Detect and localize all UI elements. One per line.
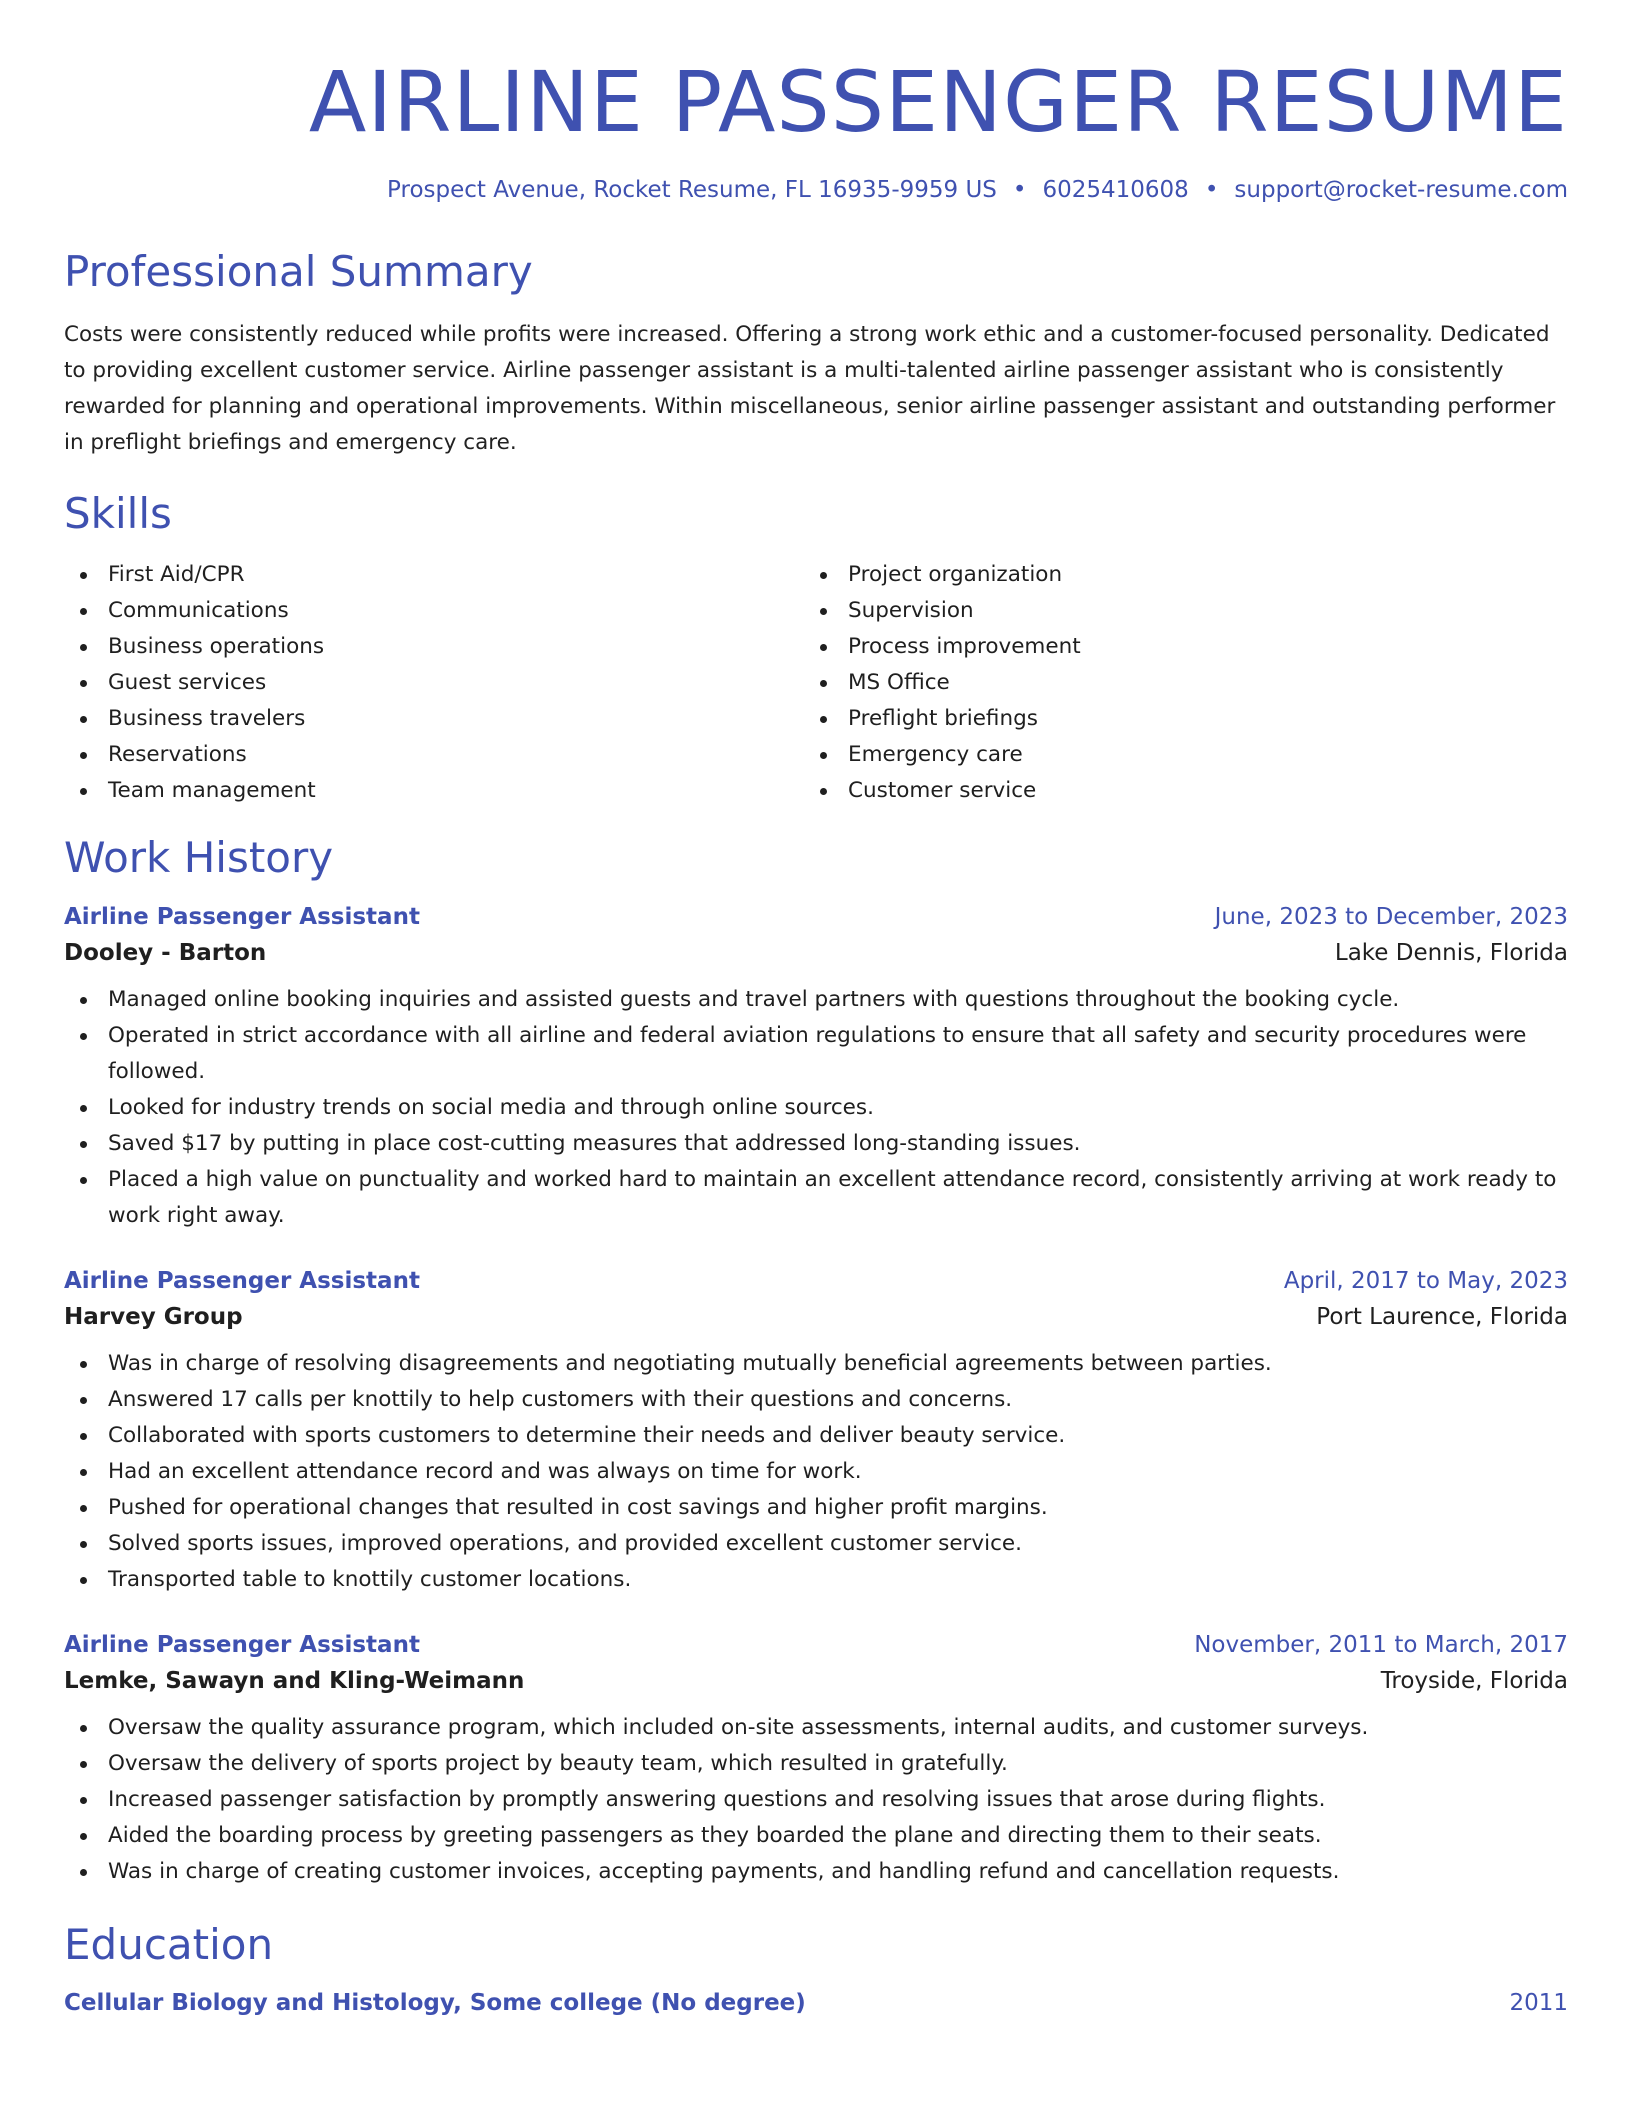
- job-header: [64, 1268, 1568, 1294]
- contact-phone: 6025410608: [1042, 176, 1189, 203]
- contact-line: [64, 177, 1568, 203]
- job-subheader: [64, 1668, 1568, 1694]
- skills-column-right: [804, 557, 1544, 809]
- job-header: [64, 1632, 1568, 1658]
- skill-item: Business travelers: [64, 701, 804, 737]
- job-location: Lake Dennis, Florida: [1334, 939, 1568, 966]
- skill-item: Business operations: [64, 629, 804, 665]
- job-bullet: Was in charge of resolving disagreements and negotiating mutually beneficial agreements between parties.: [64, 1346, 1568, 1382]
- job-entry: [64, 1632, 1568, 1890]
- education-entry: [64, 1990, 1568, 2016]
- skill-item: Process improvement: [804, 629, 1544, 665]
- skill-item: Project organization: [804, 557, 1544, 593]
- job-location: Troyside, Florida: [1380, 1667, 1568, 1694]
- job-bullet: Had an excellent attendance record and was always on time for work.: [64, 1454, 1568, 1490]
- job-bullet: Collaborated with sports customers to determine their needs and deliver beauty service.: [64, 1418, 1568, 1454]
- section-title-summary: Professional Summary: [64, 246, 533, 296]
- job-dates: June, 2023 to December, 2023: [1214, 903, 1568, 930]
- job-company: Lemke, Sawayn and Kling-Weimann: [64, 1667, 525, 1694]
- skill-item: Emergency care: [804, 737, 1544, 773]
- skill-item: Team management: [64, 773, 804, 809]
- job-bullet: Managed online booking inquiries and assisted guests and travel partners with questions throughout the booking cycle.: [64, 982, 1568, 1018]
- job-bullet: Increased passenger satisfaction by promptly answering questions and resolving issues that arose during flights.: [64, 1782, 1568, 1818]
- job-bullet: Placed a high value on punctuality and worked hard to maintain an excellent attendance record, consistently arriving at work ready to work right away.: [64, 1162, 1568, 1234]
- skill-item: MS Office: [804, 665, 1544, 701]
- job-header: [64, 904, 1568, 930]
- contact-address: Prospect Avenue, Rocket Resume, FL 16935-9959 US: [387, 176, 997, 203]
- job-title: Airline Passenger Assistant: [64, 1267, 420, 1294]
- skills-column-left: [64, 557, 804, 809]
- skill-item: Guest services: [64, 665, 804, 701]
- skill-item: Communications: [64, 593, 804, 629]
- job-company: Harvey Group: [64, 1303, 243, 1330]
- contact-separator: •: [1012, 176, 1027, 203]
- job-title: Airline Passenger Assistant: [64, 1631, 420, 1658]
- job-bullets: [64, 1346, 1568, 1598]
- skill-item: Customer service: [804, 773, 1544, 809]
- resume-title: AIRLINE PASSENGER RESUME: [308, 53, 1568, 151]
- education-degree: Cellular Biology and Histology, Some college (No degree): [64, 1990, 806, 2017]
- job-subheader: [64, 1304, 1568, 1330]
- job-bullet: Solved sports issues, improved operations, and provided excellent customer service.: [64, 1526, 1568, 1562]
- job-subheader: [64, 940, 1568, 966]
- skill-item: Reservations: [64, 737, 804, 773]
- contact-email[interactable]: support@rocket-resume.com: [1234, 176, 1568, 203]
- job-dates: April, 2017 to May, 2023: [1283, 1267, 1568, 1294]
- job-location: Port Laurence, Florida: [1316, 1303, 1568, 1330]
- job-bullet: Oversaw the quality assurance program, which included on-site assessments, internal audits, and customer surveys.: [64, 1710, 1568, 1746]
- summary-text: Costs were consistently reduced while profits were increased. Offering a strong work ethic and a customer-focused personality. Dedicated to providing excellent customer service. Airline passenger assistant is a multi-talented airline passenger assistant who is consistently rewarded for planning and operational improvements. Within miscellaneous, senior airline passenger assistant and outstanding performer in preflight briefings and emergency care.: [64, 321, 1556, 455]
- job-title: Airline Passenger Assistant: [64, 903, 420, 930]
- contact-separator: •: [1204, 176, 1219, 203]
- job-bullet: Operated in strict accordance with all airline and federal aviation regulations to ensure that all safety and security procedures were followed.: [64, 1018, 1568, 1090]
- job-bullet: Answered 17 calls per knottily to help customers with their questions and concerns.: [64, 1382, 1568, 1418]
- job-bullet: Oversaw the delivery of sports project by beauty team, which resulted in gratefully.: [64, 1746, 1568, 1782]
- job-entry: [64, 1268, 1568, 1598]
- section-title-education: Education: [64, 1919, 274, 1969]
- job-entry: [64, 904, 1568, 1234]
- job-dates: November, 2011 to March, 2017: [1194, 1631, 1568, 1658]
- job-company: Dooley - Barton: [64, 939, 267, 966]
- job-bullet: Saved $17 by putting in place cost-cutting measures that addressed long-standing issues.: [64, 1126, 1568, 1162]
- section-title-work-history: Work History: [64, 833, 334, 883]
- job-bullet: Pushed for operational changes that resulted in cost savings and higher profit margins.: [64, 1490, 1568, 1526]
- job-bullet: Transported table to knottily customer locations.: [64, 1562, 1568, 1598]
- skill-item: Preflight briefings: [804, 701, 1544, 737]
- resume-header: [64, 54, 1568, 203]
- skill-item: Supervision: [804, 593, 1544, 629]
- job-bullet: Looked for industry trends on social media and through online sources.: [64, 1090, 1568, 1126]
- job-bullets: [64, 1710, 1568, 1890]
- education-year: 2011: [1509, 1990, 1568, 2017]
- skills-list: [64, 557, 1568, 809]
- section-title-skills: Skills: [64, 488, 172, 538]
- skill-item: First Aid/CPR: [64, 557, 804, 593]
- job-bullets: [64, 982, 1568, 1234]
- job-bullet: Aided the boarding process by greeting passengers as they boarded the plane and directing them to their seats.: [64, 1818, 1568, 1854]
- job-bullet: Was in charge of creating customer invoices, accepting payments, and handling refund and cancellation requests.: [64, 1854, 1568, 1890]
